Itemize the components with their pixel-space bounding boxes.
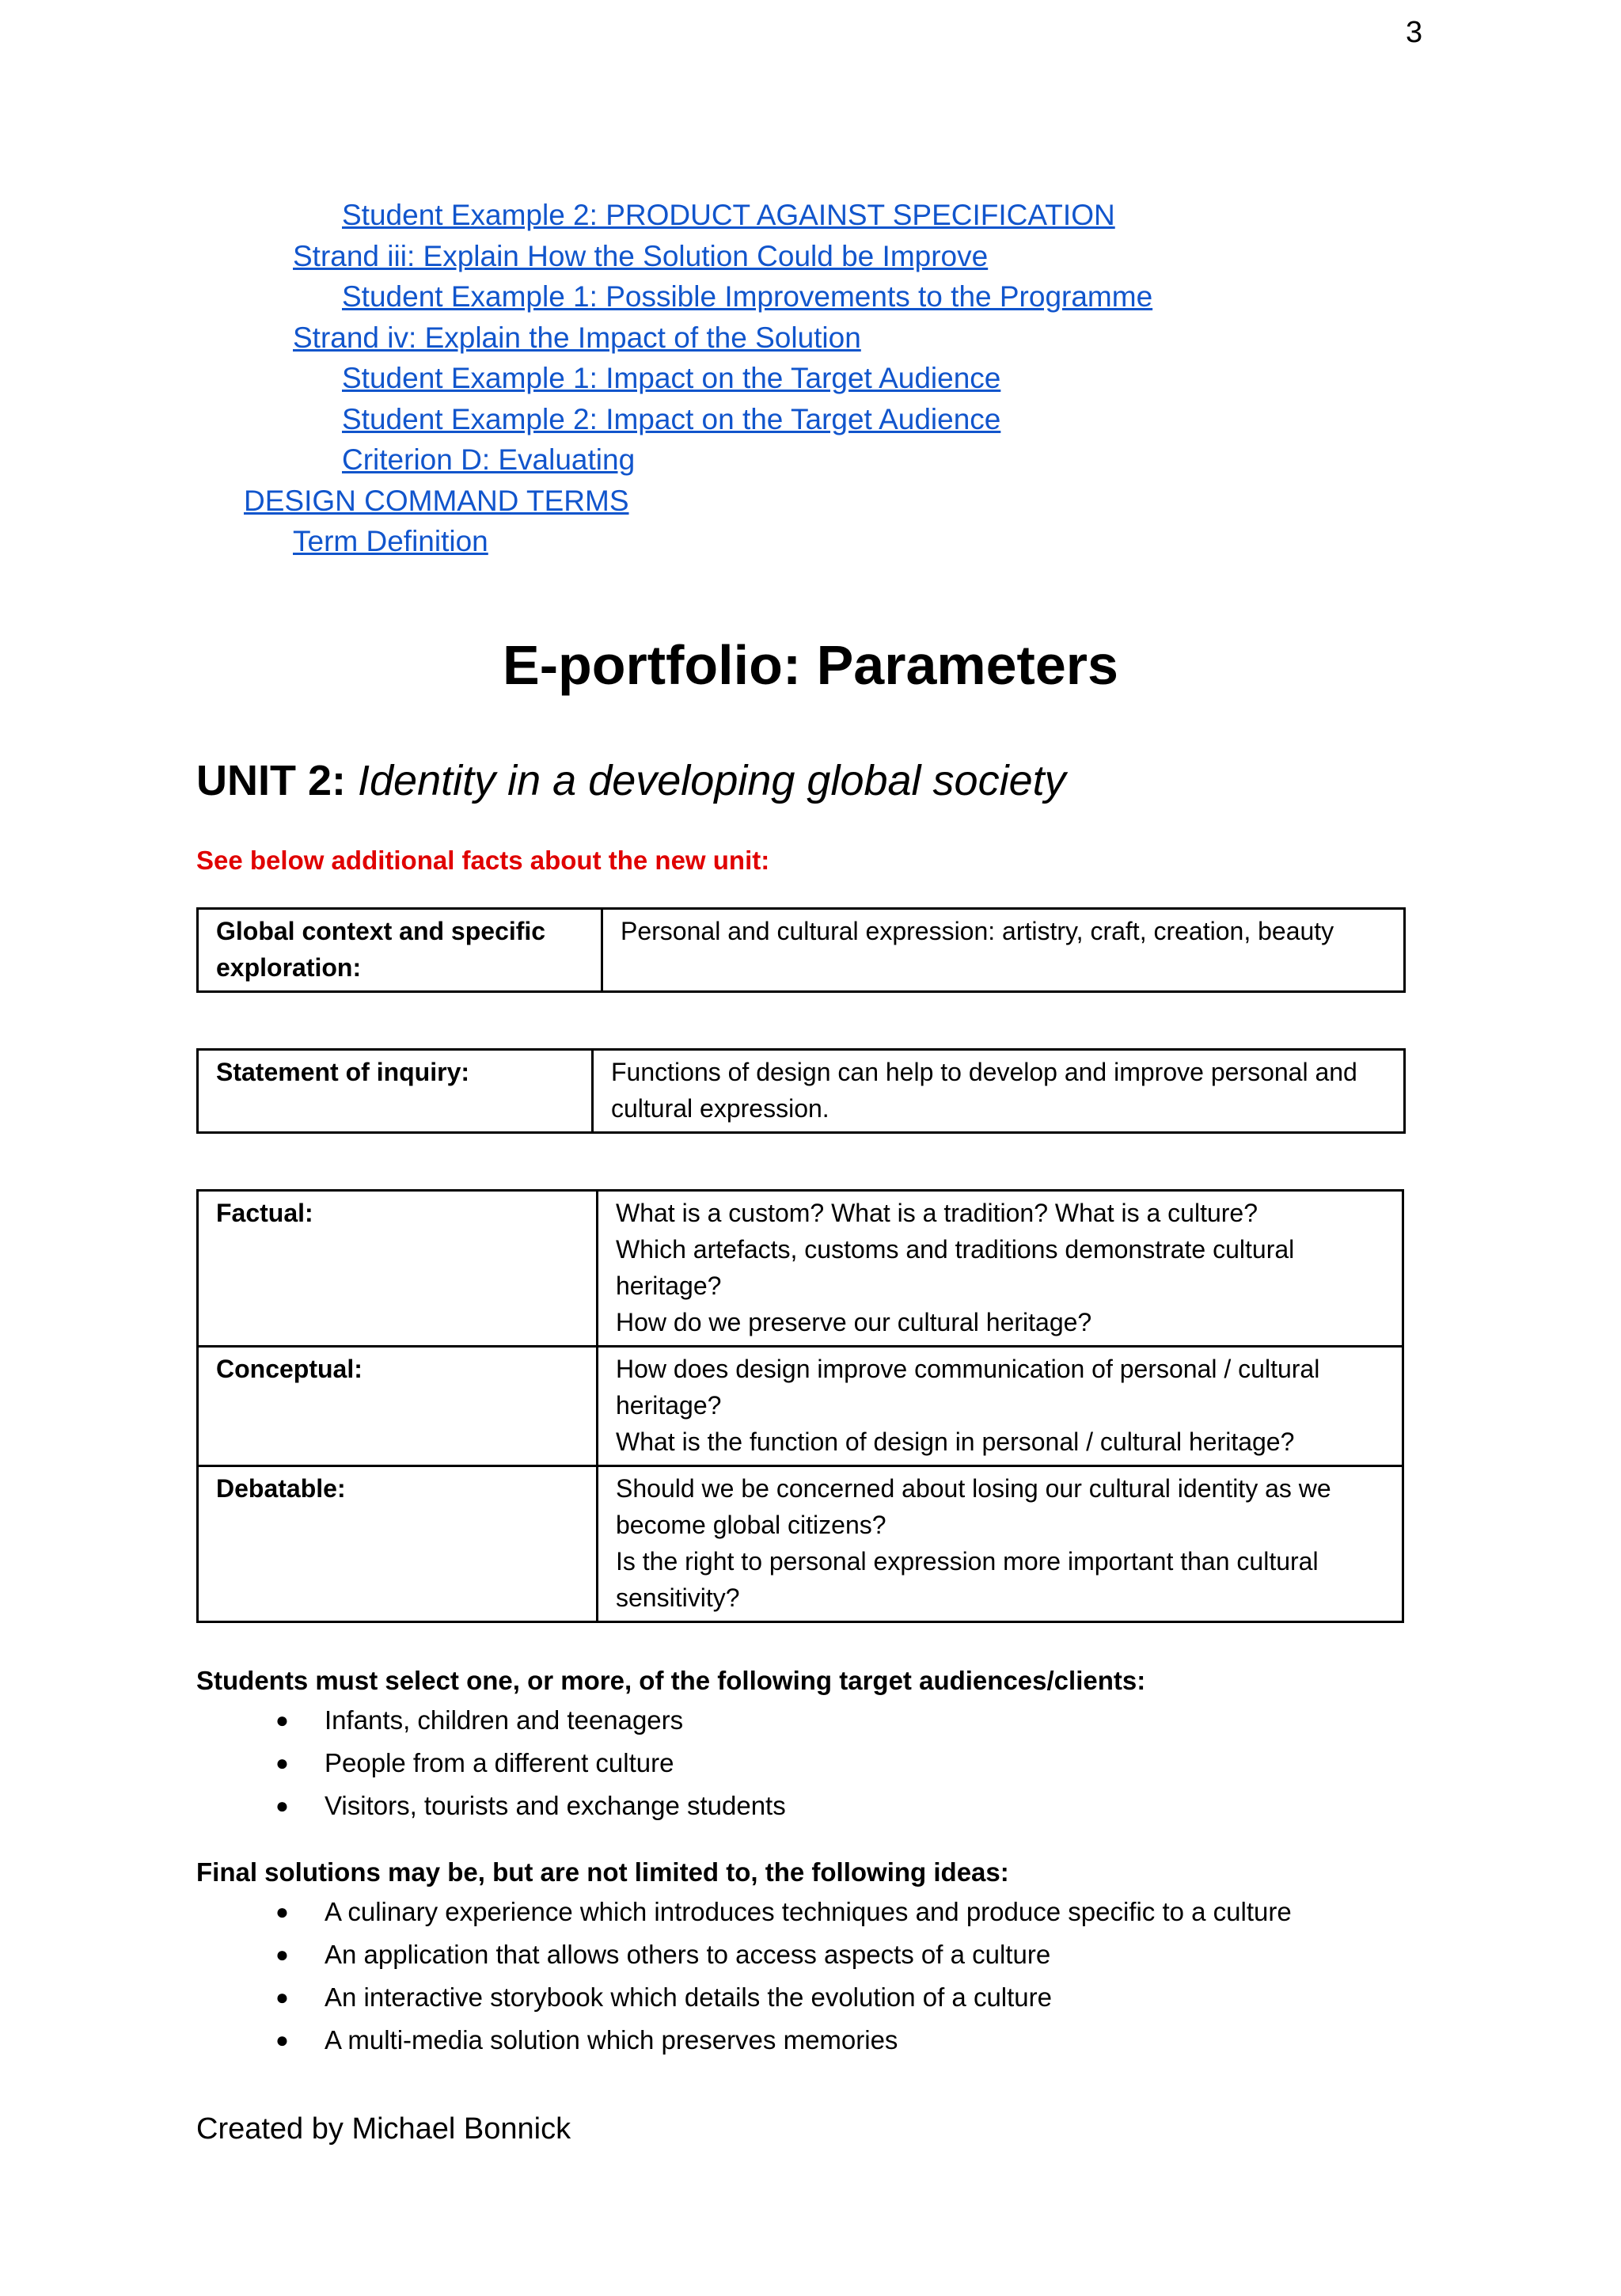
table-row — [198, 1466, 1403, 1622]
audiences-heading: Students must select one, or more, of the following target audiences/clients: — [196, 1666, 1146, 1695]
table-row — [198, 1347, 1403, 1466]
unit-number: UNIT 2: — [196, 757, 346, 804]
solutions-heading: Final solutions may be, but are not limited to, the following ideas: — [196, 1857, 1009, 1887]
list-item — [196, 1891, 1292, 1933]
toc-link[interactable]: Student Example 2: PRODUCT AGAINST SPECIFICATION — [342, 199, 1115, 231]
bullet-icon: ● — [275, 1751, 289, 1775]
page-number: 3 — [1406, 16, 1423, 49]
list-item — [196, 1933, 1292, 1976]
list-item — [196, 1976, 1292, 2019]
list-item — [196, 2019, 1292, 2062]
toc-link[interactable]: Student Example 2: Impact on the Target Audience — [342, 403, 1001, 435]
global-context-table — [196, 907, 1406, 993]
debatable-label: Debatable: — [198, 1466, 598, 1622]
statement-of-inquiry-table — [196, 1048, 1406, 1134]
list-item — [196, 1699, 786, 1742]
toc-link[interactable]: Strand iii: Explain How the Solution Could be Improve — [293, 240, 989, 272]
solution-text: An interactive storybook which details the evolution of a culture — [325, 1982, 1053, 2012]
debatable-questions: Should we be concerned about losing our cultural identity as we become global citizens? Is the right to personal expression more important than cultural sensitivity? — [598, 1466, 1403, 1622]
table-row — [198, 1191, 1403, 1347]
list-item — [196, 1742, 786, 1785]
footer-credit: Created by Michael Bonnick — [196, 2112, 571, 2146]
statement-of-inquiry-label: Statement of inquiry: — [198, 1050, 593, 1133]
conceptual-label: Conceptual: — [198, 1347, 598, 1466]
statement-of-inquiry-value: Functions of design can help to develop and improve personal and cultural expression. — [593, 1050, 1405, 1133]
toc-link[interactable]: Student Example 1: Impact on the Target Audience — [342, 362, 1001, 394]
audience-text: People from a different culture — [325, 1748, 674, 1777]
global-context-label: Global context and specific exploration: — [198, 909, 602, 992]
list-item — [196, 1785, 786, 1827]
toc-link[interactable]: Strand iv: Explain the Impact of the Solution — [293, 321, 861, 354]
solution-text: A multi-media solution which preserves memories — [325, 2025, 898, 2055]
toc-link[interactable]: DESIGN COMMAND TERMS — [244, 485, 629, 517]
bullet-icon: ● — [275, 1793, 289, 1818]
bullet-icon: ● — [275, 1985, 289, 2009]
toc-link[interactable]: Term Definition — [293, 525, 488, 557]
bullet-icon: ● — [275, 1942, 289, 1967]
audience-text: Infants, children and teenagers — [325, 1705, 684, 1735]
document-title: E-portfolio: Parameters — [503, 634, 1118, 696]
unit-note: See below additional facts about the new unit: — [196, 846, 770, 875]
solution-text: A culinary experience which introduces techniques and produce specific to a culture — [325, 1897, 1292, 1926]
conceptual-questions: How does design improve communication of personal / cultural heritage? What is the function of design in personal / cultural heritage? — [598, 1347, 1403, 1466]
bullet-icon: ● — [275, 1899, 289, 1924]
toc-link[interactable]: Criterion D: Evaluating — [342, 443, 636, 476]
bullet-icon: ● — [275, 1708, 289, 1732]
factual-label: Factual: — [198, 1191, 598, 1347]
unit-heading — [196, 756, 1066, 805]
global-context-value: Personal and cultural expression: artistry, craft, creation, beauty — [602, 909, 1405, 992]
inquiry-questions-table — [196, 1189, 1404, 1623]
unit-name: Identity in a developing global society — [358, 757, 1066, 804]
audience-text: Visitors, tourists and exchange students — [325, 1791, 786, 1820]
audiences-list — [196, 1699, 786, 1827]
solution-text: An application that allows others to access aspects of a culture — [325, 1940, 1051, 1969]
solutions-list — [196, 1891, 1292, 2062]
toc-link[interactable]: Student Example 1: Possible Improvements to the Programme — [342, 280, 1153, 313]
factual-questions: What is a custom? What is a tradition? What is a culture? Which artefacts, customs and traditions demonstrate cultural heritage? How do we preserve our cultural heritage? — [598, 1191, 1403, 1347]
bullet-icon: ● — [275, 2028, 289, 2052]
